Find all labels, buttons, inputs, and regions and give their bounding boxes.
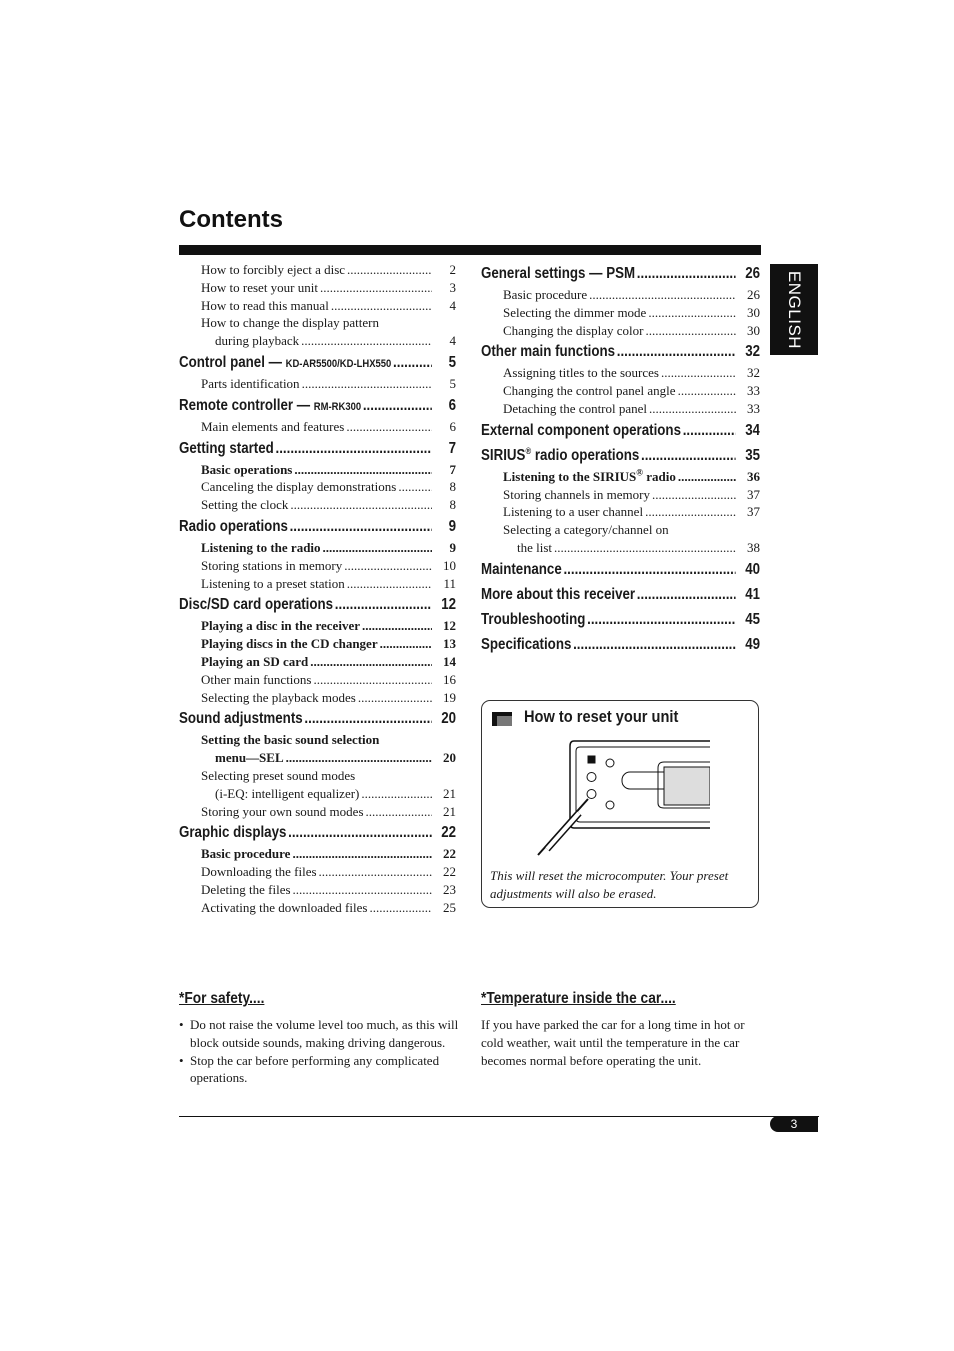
toc-entry-text: Selecting the playback modes bbox=[201, 689, 356, 705]
toc-subentry bbox=[481, 322, 760, 340]
toc-page-number: 38 bbox=[747, 539, 760, 555]
toc-left-column bbox=[179, 261, 456, 917]
toc-subentry bbox=[481, 400, 760, 418]
toc-subentry bbox=[179, 899, 456, 917]
toc-dot-leader bbox=[363, 394, 432, 418]
toc-section-entry bbox=[481, 583, 760, 607]
toc-dot-leader bbox=[649, 400, 736, 418]
safety-heading: *For safety.... bbox=[179, 990, 265, 1007]
toc-dot-leader bbox=[589, 286, 736, 304]
toc-dot-leader bbox=[563, 558, 735, 582]
toc-dot-leader bbox=[302, 375, 432, 393]
toc-page-number: 9 bbox=[449, 539, 456, 555]
toc-dot-leader bbox=[288, 821, 432, 845]
toc-right-column bbox=[481, 261, 760, 657]
toc-dot-leader bbox=[361, 785, 432, 803]
toc-page-number: 23 bbox=[443, 881, 456, 897]
toc-dot-leader bbox=[301, 332, 432, 350]
toc-entry-text: during playback bbox=[215, 333, 300, 349]
temperature-text: If you have parked the car for a long time in hot or cold weather, wait until the temperature in the car becomes normal before operating the unit. bbox=[481, 1017, 745, 1068]
toc-entry-text: Parts identification bbox=[201, 375, 300, 391]
toc-entry-text: Basic operations bbox=[201, 461, 293, 477]
toc-dot-leader bbox=[293, 881, 432, 899]
toc-entry-text: Playing an SD card bbox=[201, 653, 309, 669]
toc-section-entry bbox=[481, 262, 760, 286]
toc-subentry bbox=[179, 749, 456, 767]
toc-page-number: 10 bbox=[443, 557, 456, 573]
toc-dot-leader bbox=[290, 496, 432, 514]
toc-entry-text: Specifications bbox=[481, 635, 572, 653]
toc-page-number: 5 bbox=[448, 353, 457, 371]
footer-rule bbox=[179, 1116, 819, 1117]
toc-entry-text: Listening to a user channel bbox=[503, 504, 644, 520]
toc-section-entry bbox=[481, 340, 760, 364]
toc-entry-text: Maintenance bbox=[481, 560, 562, 578]
title-rule bbox=[179, 245, 761, 255]
reset-box-note: This will reset the microcomputer. Your preset adjustments will also be erased. bbox=[490, 868, 729, 901]
toc-subentry bbox=[481, 539, 760, 557]
toc-entry-text: Listening to the radio bbox=[201, 539, 321, 555]
toc-entry-text: External component operations bbox=[481, 421, 681, 439]
language-tab-label: ENGLISH bbox=[785, 270, 804, 349]
toc-subentry bbox=[179, 297, 456, 315]
toc-subentry bbox=[179, 557, 456, 575]
toc-dot-leader bbox=[362, 617, 432, 635]
toc-page-number: 5 bbox=[449, 375, 456, 391]
toc-page-number: 9 bbox=[448, 517, 457, 535]
toc-page-number: 26 bbox=[745, 265, 761, 282]
toc-page-number: 37 bbox=[747, 486, 760, 502]
toc-subentry bbox=[179, 375, 456, 393]
toc-subentry bbox=[179, 881, 456, 899]
toc-subentry bbox=[179, 785, 456, 803]
toc-dot-leader bbox=[331, 297, 432, 315]
toc-entry-text: Radio operations bbox=[179, 517, 288, 535]
toc-page-number: 19 bbox=[443, 689, 456, 705]
toc-page-number: 7 bbox=[449, 461, 456, 477]
toc-page-number: 34 bbox=[745, 421, 761, 439]
toc-entry-text: Other main functions bbox=[201, 671, 312, 687]
toc-dot-leader bbox=[573, 633, 736, 657]
toc-entry-text: How to read this manual bbox=[201, 297, 329, 313]
toc-subentry bbox=[481, 521, 760, 539]
toc-page-number: 21 bbox=[443, 785, 456, 801]
toc-subentry bbox=[179, 767, 456, 785]
toc-section-entry bbox=[481, 608, 760, 632]
toc-entry-text: Selecting preset sound modes bbox=[201, 767, 356, 783]
toc-subentry bbox=[179, 689, 456, 707]
toc-page-number: 6 bbox=[448, 396, 457, 414]
toc-subentry bbox=[179, 478, 456, 496]
toc-section-entry bbox=[179, 351, 456, 375]
toc-entry-text: Setting the clock bbox=[201, 497, 289, 513]
reset-illustration bbox=[534, 737, 710, 861]
toc-dot-leader bbox=[335, 593, 432, 617]
toc-entry-text: Downloading the files bbox=[201, 864, 317, 880]
toc-entry-text: Detaching the control panel bbox=[503, 400, 648, 416]
temperature-heading: *Temperature inside the car.... bbox=[481, 990, 676, 1007]
toc-page-number: 32 bbox=[747, 365, 760, 381]
toc-dot-leader bbox=[323, 539, 432, 557]
toc-dot-leader bbox=[678, 468, 736, 486]
toc-page-number: 12 bbox=[443, 618, 456, 634]
toc-entry-text: Storing stations in memory bbox=[201, 557, 343, 573]
toc-entry-text: Storing your own sound modes bbox=[201, 803, 364, 819]
toc-dot-leader bbox=[645, 503, 736, 521]
toc-entry-text: Basic procedure bbox=[201, 846, 291, 862]
toc-page-number: 12 bbox=[441, 596, 457, 614]
toc-dot-leader bbox=[678, 382, 736, 400]
toc-subentry bbox=[481, 304, 760, 322]
toc-entry-text: Other main functions bbox=[481, 343, 616, 361]
toc-subentry bbox=[179, 653, 456, 671]
toc-subentry bbox=[179, 496, 456, 514]
toc-entry-text: Main elements and features bbox=[201, 418, 345, 434]
language-tab bbox=[770, 264, 818, 355]
toc-dot-leader bbox=[304, 707, 432, 731]
toc-dot-leader bbox=[358, 689, 432, 707]
toc-entry-text: Remote controller — RM-RK300 bbox=[179, 396, 362, 414]
toc-page-number: 6 bbox=[449, 418, 456, 434]
toc-page-number: 22 bbox=[441, 824, 457, 842]
toc-subentry bbox=[481, 468, 760, 486]
toc-page-number: 36 bbox=[747, 468, 760, 484]
reset-info-box bbox=[481, 700, 759, 908]
toc-page-number: 45 bbox=[745, 610, 761, 628]
toc-dot-leader bbox=[347, 575, 432, 593]
toc-page-number: 8 bbox=[449, 479, 456, 495]
toc-dot-leader bbox=[366, 803, 433, 821]
toc-dot-leader bbox=[398, 478, 432, 496]
toc-page-number: 41 bbox=[745, 585, 761, 603]
page-title: Contents bbox=[179, 206, 283, 233]
toc-dot-leader bbox=[393, 351, 432, 375]
toc-section-entry bbox=[179, 593, 456, 617]
toc-section-entry bbox=[179, 515, 456, 539]
toc-page-number: 21 bbox=[443, 803, 456, 819]
toc-entry-text: Selecting a category/channel on bbox=[503, 522, 669, 538]
toc-dot-leader bbox=[292, 845, 432, 863]
toc-entry-text: SIRIUS® radio operations bbox=[481, 445, 640, 464]
toc-page-number: 2 bbox=[449, 262, 456, 277]
toc-entry-text: Control panel — KD-AR5500/KD-LHX550 bbox=[179, 353, 392, 371]
toc-page-number: 33 bbox=[747, 400, 760, 416]
toc-page-number: 33 bbox=[747, 383, 760, 399]
control-panel-drawing-icon bbox=[570, 741, 710, 828]
toc-dot-leader bbox=[648, 304, 736, 322]
toc-page-number: 35 bbox=[745, 446, 761, 464]
toc-entry-text: More about this receiver bbox=[481, 585, 636, 603]
toc-dot-leader bbox=[652, 486, 736, 504]
toc-dot-leader bbox=[369, 899, 432, 917]
toc-page-number: 49 bbox=[745, 635, 761, 653]
toc-entry-text: Changing the display color bbox=[503, 322, 644, 338]
toc-page-number: 37 bbox=[747, 504, 760, 520]
toc-section-entry bbox=[481, 633, 760, 657]
pen-tip-icon bbox=[538, 799, 588, 855]
toc-entry-text: Storing channels in memory bbox=[503, 486, 650, 502]
toc-section-entry bbox=[481, 558, 760, 582]
toc-page-number: 30 bbox=[747, 322, 760, 338]
safety-item: • Do not raise the volume level too much, as this will block outside sounds, making driving dangerous. bbox=[179, 1016, 464, 1052]
toc-entry-text: How to reset your unit bbox=[201, 279, 318, 295]
toc-page-number: 4 bbox=[449, 297, 456, 313]
toc-dot-leader bbox=[617, 340, 736, 364]
toc-page-number: 3 bbox=[449, 279, 456, 295]
toc-subentry bbox=[179, 539, 456, 557]
toc-dot-leader bbox=[320, 279, 432, 297]
toc-dot-leader bbox=[641, 444, 736, 468]
toc-subentry bbox=[179, 731, 456, 749]
toc-entry-text: Basic procedure bbox=[503, 287, 588, 302]
toc-page-number: 8 bbox=[449, 497, 456, 513]
box-bullet-icon bbox=[492, 712, 512, 726]
toc-subentry bbox=[481, 486, 760, 504]
toc-section-entry bbox=[179, 821, 456, 845]
toc-entry-text: Listening to a preset station bbox=[201, 575, 345, 591]
toc-dot-leader bbox=[554, 539, 736, 557]
toc-entry-text: Activating the downloaded files bbox=[201, 899, 368, 915]
toc-entry-text: Getting started bbox=[179, 439, 274, 457]
toc-section-entry bbox=[179, 707, 456, 731]
reset-box-title: How to reset your unit bbox=[524, 707, 679, 726]
toc-page-number: 16 bbox=[443, 671, 456, 687]
toc-entry-text: Selecting the dimmer mode bbox=[503, 304, 647, 320]
toc-dot-leader bbox=[346, 418, 432, 436]
toc-entry-text: Disc/SD card operations bbox=[179, 596, 334, 614]
toc-dot-leader bbox=[637, 583, 736, 607]
toc-subentry bbox=[481, 382, 760, 400]
toc-subentry bbox=[481, 286, 760, 304]
toc-entry-text: Graphic displays bbox=[179, 824, 287, 842]
toc-dot-leader bbox=[587, 608, 736, 632]
safety-list bbox=[179, 1016, 464, 1087]
toc-page-number: 22 bbox=[443, 846, 456, 862]
toc-subentry bbox=[179, 617, 456, 635]
toc-entry-text: Troubleshooting bbox=[481, 610, 586, 628]
toc-entry-text: Sound adjustments bbox=[179, 710, 303, 728]
toc-entry-text: Assigning titles to the sources bbox=[503, 365, 659, 381]
toc-subentry bbox=[179, 863, 456, 881]
toc-page-number: 7 bbox=[448, 439, 457, 457]
toc-subentry bbox=[179, 314, 456, 332]
toc-subentry bbox=[179, 845, 456, 863]
toc-section-entry bbox=[481, 444, 760, 468]
toc-subentry bbox=[179, 461, 456, 479]
toc-entry-text: menu—SEL bbox=[215, 750, 284, 766]
toc-dot-leader bbox=[380, 635, 432, 653]
toc-dot-leader bbox=[683, 419, 736, 443]
toc-entry-text: Playing a disc in the receiver bbox=[201, 618, 360, 634]
toc-subentry bbox=[179, 803, 456, 821]
toc-entry-text: Setting the basic sound selection bbox=[201, 732, 380, 748]
toc-subentry bbox=[179, 332, 456, 350]
toc-dot-leader bbox=[294, 461, 432, 479]
toc-subentry bbox=[179, 635, 456, 653]
toc-entry-text: Deleting the files bbox=[201, 881, 291, 897]
toc-page-number: 22 bbox=[443, 864, 456, 880]
toc-page-number: 14 bbox=[443, 653, 456, 669]
toc-entry-text: How to forcibly eject a disc bbox=[201, 262, 346, 277]
toc-subentry bbox=[481, 364, 760, 382]
toc-dot-leader bbox=[286, 749, 432, 767]
safety-item: • Stop the car before performing any complicated operations. bbox=[179, 1052, 464, 1088]
toc-page-number: 20 bbox=[441, 710, 457, 728]
toc-dot-leader bbox=[290, 515, 432, 539]
toc-subentry bbox=[179, 261, 456, 279]
toc-entry-text: How to change the display pattern bbox=[201, 315, 379, 331]
toc-entry-text: Playing discs in the CD changer bbox=[201, 636, 378, 652]
toc-page-number: 32 bbox=[745, 343, 761, 361]
toc-page-number: 26 bbox=[747, 287, 760, 302]
toc-entry-text: the list bbox=[517, 539, 553, 555]
toc-subentry bbox=[179, 418, 456, 436]
toc-page-number: 30 bbox=[747, 304, 760, 320]
toc-dot-leader bbox=[313, 671, 432, 689]
toc-dot-leader bbox=[637, 262, 736, 286]
toc-dot-leader bbox=[319, 863, 432, 881]
toc-dot-leader bbox=[661, 364, 736, 382]
toc-page-number: 40 bbox=[745, 560, 761, 578]
toc-page-number: 11 bbox=[443, 575, 456, 591]
toc-section-entry bbox=[179, 437, 456, 461]
toc-entry-text: General settings — PSM bbox=[481, 265, 636, 282]
toc-subentry bbox=[481, 503, 760, 521]
toc-dot-leader bbox=[347, 261, 432, 279]
toc-page-number: 13 bbox=[443, 636, 456, 652]
toc-subentry bbox=[179, 671, 456, 689]
toc-page-number: 4 bbox=[449, 333, 456, 349]
toc-subentry bbox=[179, 575, 456, 593]
toc-entry-text: Listening to the SIRIUS® radio bbox=[503, 467, 676, 484]
page-number: 3 bbox=[770, 1116, 818, 1132]
toc-dot-leader bbox=[276, 437, 432, 461]
toc-dot-leader bbox=[310, 653, 432, 671]
toc-page-number: 25 bbox=[443, 899, 456, 915]
toc-section-entry bbox=[179, 394, 456, 418]
toc-entry-text: (i-EQ: intelligent equalizer) bbox=[215, 785, 360, 801]
toc-entry-text: Canceling the display demonstrations bbox=[201, 479, 397, 495]
toc-page-number: 20 bbox=[443, 750, 456, 766]
toc-entry-text: Changing the control panel angle bbox=[503, 383, 676, 399]
toc-dot-leader bbox=[645, 322, 736, 340]
toc-subentry bbox=[179, 279, 456, 297]
toc-section-entry bbox=[481, 419, 760, 443]
toc-dot-leader bbox=[344, 557, 432, 575]
